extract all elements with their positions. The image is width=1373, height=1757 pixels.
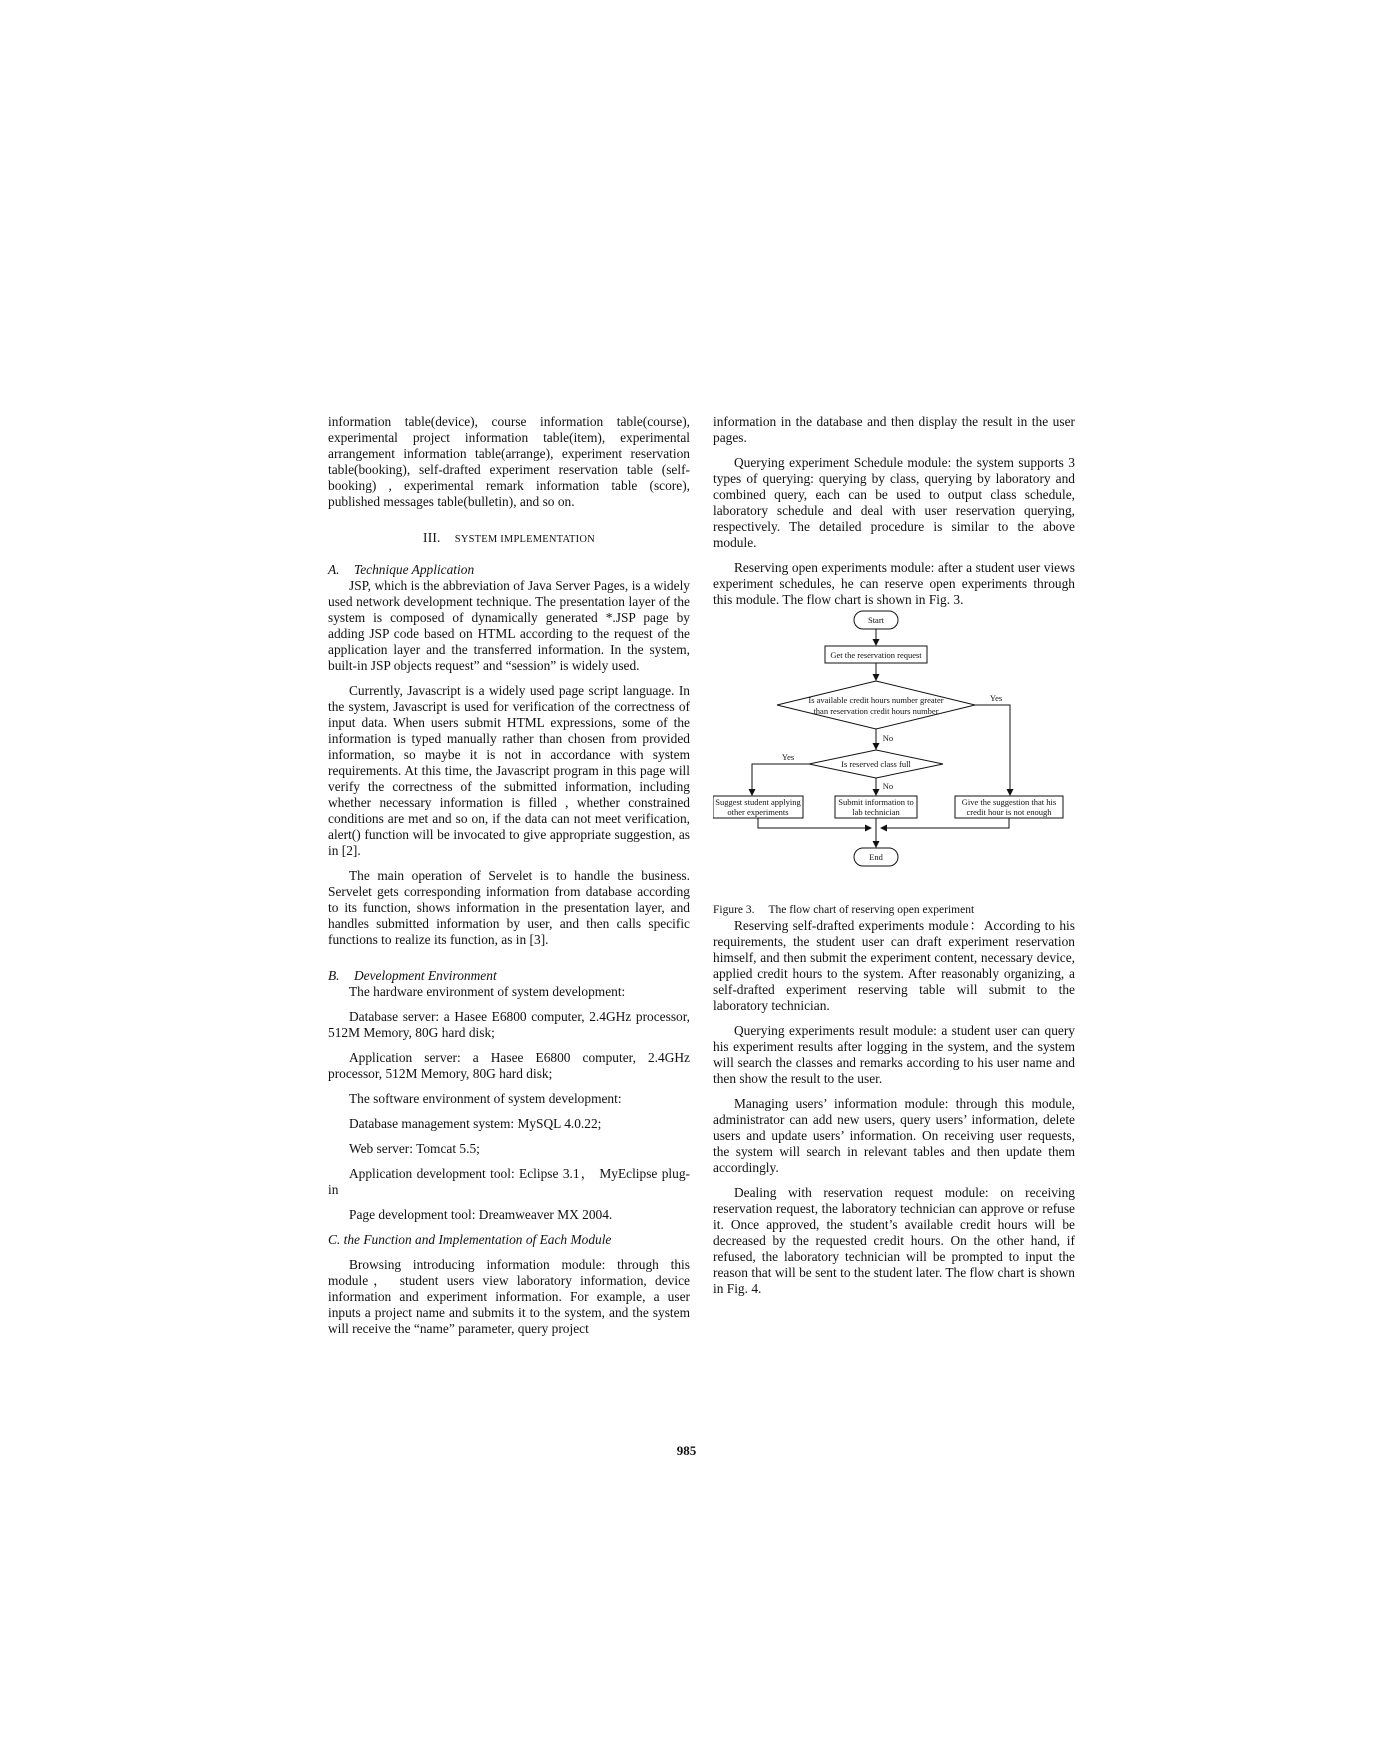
figure-caption: Figure 3. The flow chart of reserving open experiment <box>713 904 975 916</box>
no-label-1: No <box>882 733 894 743</box>
paragraph: Application development tool: Eclipse 3.1， MyEclipse plug-in <box>328 1166 690 1197</box>
paragraph: The hardware environment of system development: <box>349 984 626 999</box>
get-request-label: Get the reservation request <box>830 650 922 660</box>
paragraph: Page development tool: Dreamweaver MX 2004. <box>349 1207 613 1222</box>
paragraph: Reserving open experiments module: after a student user views experiment schedules, he can reserve open experiments through this module. The flow chart is shown in Fig. 3. <box>713 560 1075 607</box>
suggest-label-line1: Suggest student applying <box>715 797 801 807</box>
submit-label-line2: lab technician <box>852 807 900 817</box>
section-number: III. <box>423 530 441 545</box>
no-label-2: No <box>882 781 894 791</box>
decision2-label: Is reserved class full <box>841 759 911 769</box>
decision1-label-line1: Is available credit hours number greater <box>808 695 944 705</box>
section-title: SYSTEM IMPLEMENTATION <box>454 534 595 545</box>
paragraph: Application server: a Hasee E6800 computer, 2.4GHz processor, 512M Memory, 80G hard disk; <box>328 1050 690 1081</box>
subsection-heading-a: A. Technique Application <box>328 562 475 577</box>
flowchart-svg <box>713 610 1075 902</box>
paragraph: The software environment of system development: <box>349 1091 622 1106</box>
paragraph: Managing users’ information module: through this module, administrator can add new users, query users’ information, delete users and update users’ information. On receiving user requests, the system will search in relevant tables and then update them accordingly. <box>713 1096 1075 1175</box>
submit-label-line1: Submit information to <box>838 797 914 807</box>
paragraph: Web server: Tomcat 5.5; <box>349 1141 480 1156</box>
paragraph: information in the database and then display the result in the user pages. <box>713 414 1075 445</box>
end-label: End <box>869 852 883 862</box>
yes-label-right: Yes <box>989 693 1003 703</box>
flowchart-figure <box>713 610 1075 902</box>
paragraph: The main operation of Servelet is to handle the business. Servelet gets corresponding information from database according to its function, shows information in the presentation layer, and handles submitted information by user, and then calls specific functions to realize its function, as in [3]. <box>328 868 690 947</box>
start-label: Start <box>867 615 885 625</box>
paragraph: Querying experiments result module: a student user can query his experiment results after logging in the system, and the system will search the classes and remarks according to his user name and then show the result to the user. <box>713 1023 1075 1086</box>
left-column <box>328 414 690 1337</box>
give-label-line1: Give the suggestion that his <box>961 797 1057 807</box>
yes-label-left: Yes <box>781 752 795 762</box>
decision1-label-line2: than reservation credit hours number <box>813 706 939 716</box>
paragraph: Currently, Javascript is a widely used page script language. In the system, Javascript is used for verification of the correctness of input data. When users submit HTML expressions, some of the information is typed manually rather than chosen from provided information, so maybe it is not in accordance with system requirements. At this time, the Javascript program in this page will verify the correctness of the submitted information, including whether necessary information is filled , whether constrained conditions are met and so on, if the data can not meet verification, alert() function will be invocated to give appropriate suggestion, as in [2]. <box>328 683 690 858</box>
suggest-label-line2: other experiments <box>727 807 789 817</box>
section-heading <box>328 530 690 548</box>
subsection-heading-b: B. Development Environment <box>328 968 497 983</box>
subsection-heading-c: C. the Function and Implementation of Each Module <box>328 1232 612 1247</box>
give-label-line2: credit hour is not enough <box>966 807 1052 817</box>
decision-credit-hours <box>777 681 975 729</box>
paragraph: JSP, which is the abbreviation of Java Server Pages, is a widely used network development technique. The presentation layer of the system is composed of dynamically generated *.JSP page by adding JSP code based on HTML according to the request of the application layer and the transferred information. In the system, built-in JSP objects request” and “session” is widely used. <box>328 578 690 673</box>
page-number: 985 <box>676 1443 697 1458</box>
paragraph: Browsing introducing information module: through this module， student users view laboratory information, device information and experiment information. For example, a user inputs a project name and submits it to the system, and the system will receive the “name” parameter, query project <box>328 1257 690 1336</box>
paragraph: Database management system: MySQL 4.0.22; <box>349 1116 602 1131</box>
paragraph: Dealing with reservation request module: on receiving reservation request, the laboratory technician can approve or refuse it. Once approved, the student’s available credit hours will be decreased by the requested credit hours. On the other hand, if refused, the laboratory technician will be prompted to input the reason that will be sent to the student later. The flow chart is shown in Fig. 4. <box>713 1185 1075 1296</box>
paragraph: information table(device), course information table(course), experimental project information table(item), experimental arrangement information table(arrange), experiment reservation table(booking), self-drafted experiment reservation table (self-booking) , experimental remark information table (score), published messages table(bulletin), and so on. <box>328 414 690 509</box>
paragraph: Reserving self-drafted experiments module：According to his requirements, the student user can draft experiment reservation himself, and then submit the experiment content, necessary device, applied credit hours to the system. After reasonably organizing, a self-drafted experiment reserving table will submit to the laboratory technician. <box>713 918 1075 1013</box>
right-column <box>713 414 1075 1297</box>
paragraph: Database server: a Hasee E6800 computer, 2.4GHz processor, 512M Memory, 80G hard disk; <box>328 1009 690 1040</box>
paragraph: Querying experiment Schedule module: the system supports 3 types of querying: querying by class, querying by laboratory and combined query, each can be used to output class schedule, laboratory schedule and deal with user reservation querying, respectively. The detailed procedure is similar to the above module. <box>713 455 1075 550</box>
